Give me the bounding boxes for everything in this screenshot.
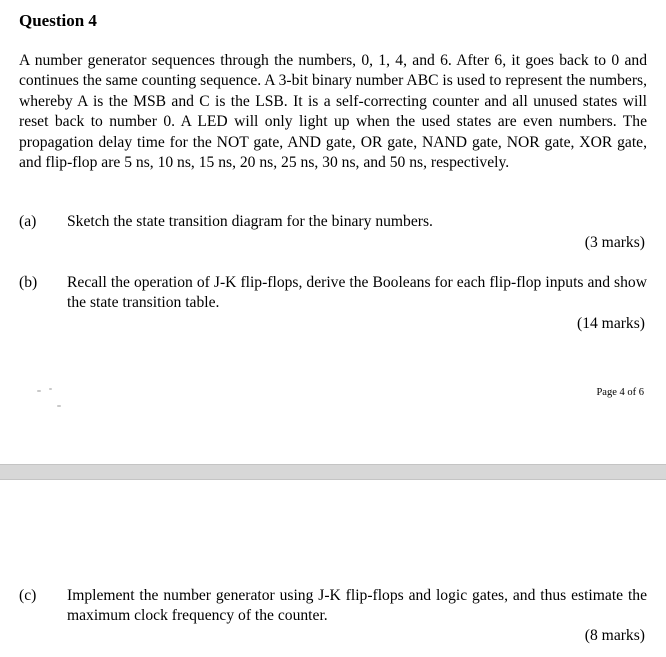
part-a-text: Sketch the state transition diagram for the binary numbers. [67, 213, 433, 230]
part-b-label: (b) [19, 274, 38, 291]
part-b-marks: (14 marks) [577, 315, 645, 332]
page-5 [0, 480, 666, 657]
question-intro: A number generator sequences through the numbers, 0, 1, 4, and 6. After 6, it goes back to 0 and continues the same counting sequence. A 3-bit binary number ABC is used to represent the numbers, whereby A is the MSB and C is the LSB. It is a self-correcting counter and all unused states will reset back to number 0. A LED will only light up when the used states are even numbers. The propagation delay time for the NOT gate, AND gate, OR gate, NAND gate, NOR gate, XOR gate, and flip-flop are 5 ns, 10 ns, 15 ns, 20 ns, 25 ns, 30 ns, and 50 ns, respectively. [19, 52, 647, 172]
scan-speck [57, 405, 61, 407]
part-c-marks: (8 marks) [584, 627, 645, 644]
page-number: Page 4 of 6 [596, 387, 644, 398]
part-c-text: Implement the number generator using J-K flip-flops and logic gates, and thus estimate the maximum clock frequency of the counter. [67, 587, 647, 625]
part-c-label: (c) [19, 587, 37, 604]
scan-speck [49, 388, 52, 390]
page-separator [0, 464, 666, 480]
question-title: Question 4 [19, 11, 97, 30]
part-a-marks: (3 marks) [584, 234, 645, 251]
scan-speck [37, 390, 41, 392]
part-a-label: (a) [19, 213, 37, 230]
part-b-text: Recall the operation of J-K flip-flops, derive the Booleans for each flip-flop inputs and show the state transition table. [67, 274, 647, 312]
